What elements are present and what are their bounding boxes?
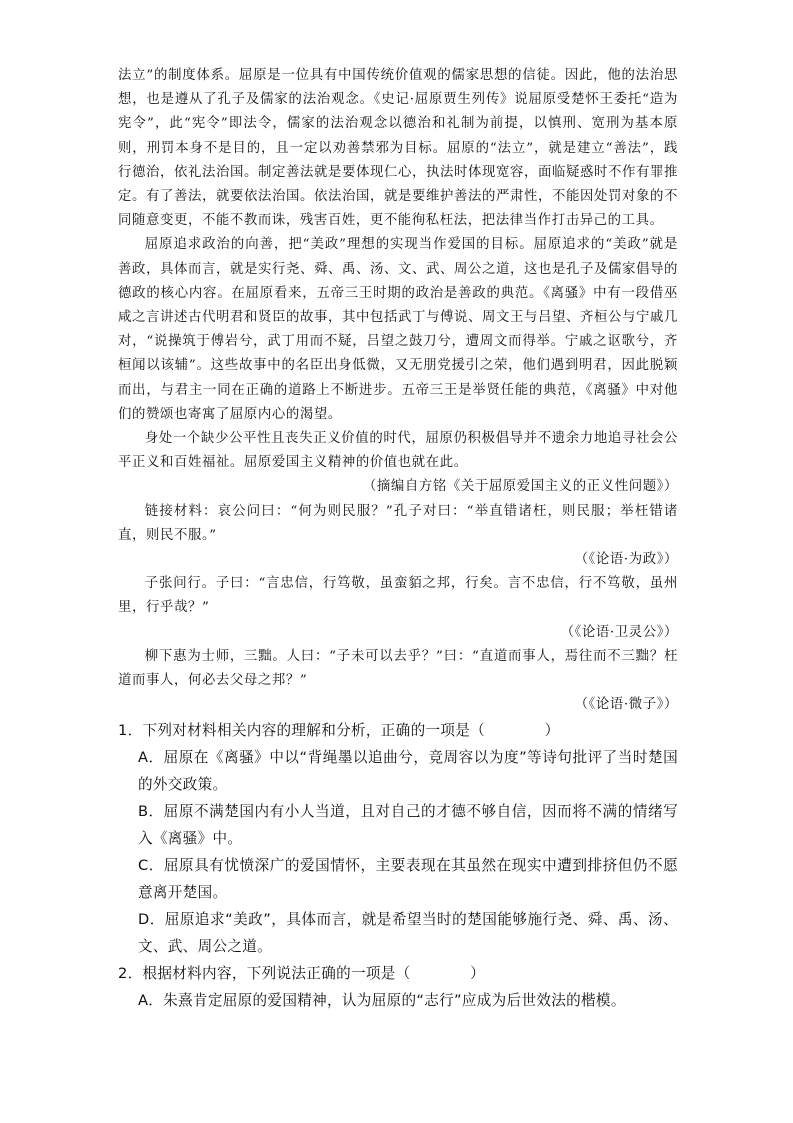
question-1-option-c: C．屈原具有忧愤深广的爱国情怀，主要表现在其虽然在现实中遭到排挤但仍不愿意离开楚国。 [138,857,678,902]
question-1-stem: 1．下列对材料相关内容的理解和分析，正确的一项是（ ） [118,722,560,740]
link-material-2: 子张问行。子曰：“言忠信，行笃敬，虽蛮貊之邦，行矣。言不忠信，行不笃敬，虽州里，行乎哉？” [118,576,678,616]
reading-passage [118,64,678,717]
questions-section [118,717,678,1014]
passage-source: （摘编自方铭《关于屈原爱国主义的正义性问题》） [362,479,678,495]
link-material-1: 链接材料：哀公问曰：“何为则民服？”孔子对曰：“举直错诸枉，则民服；举枉错诸直，则民不服。” [118,503,678,543]
question-2-option-a: A．朱熹肯定屈原的爱国精神，认为屈原的“志行”应成为后世效法的楷模。 [138,992,626,1010]
passage-paragraph-3: 身处一个缺少公平性且丧失正义价值的时代，屈原仍积极倡导并不遗余力地追寻社会公平正义和百姓福祉。屈原爱国主义精神的价值也就在此。 [118,431,678,471]
link-material-3: 柳下惠为士师，三黜。人曰：“子未可以去乎？”曰：“直道而事人，焉往而不三黜？枉道而事人，何必去父母之邦？” [118,648,678,689]
question-1-option-b: B．屈原不满楚国内有小人当道，且对自己的才德不够自信，因而将不满的情绪写入《离骚》中。 [138,803,678,848]
link-material-2-source: （《论语·卫灵公》） [560,624,678,640]
question-1-option-d: D．屈原追求“美政”，具体而言，就是希望当时的楚国能够施行尧、舜、禹、汤、文、武、周公之道。 [138,911,678,956]
link-material-1-source: （《论语·为政》） [574,552,678,568]
link-material-3-source: （《论语·微子》） [574,697,678,713]
document-content [118,64,678,1014]
passage-paragraph-2: 屈原追求政治的向善，把“美政”理想的实现当作爱国的目标。屈原追求的“美政”就是善政，具体而言，就是实行尧、舜、禹、汤、文、武、周公之道，这也是孔子及儒家倡导的德政的核心内容。在屈原看来，五帝三王时期的政治是善政的典范。《离骚》中有一段借巫咸之言讲述古代明君和贤臣的故事，其中包括武丁与傅说、周文王与吕望、齐桓公与宁戚几对，“说操筑于傅岩兮，武丁用而不疑，吕望之鼓刀兮，遭周文而得举。宁戚之讴歌兮，齐桓闻以该辅”。这些故事中的名臣出身低微，又无朋党援引之荣，他们遇到明君，因此脱颖而出，与君主一同在正确的道路上不断进步。五帝三王是举贤任能的典范，《离骚》中对他们的赞颂也寄寓了屈原内心的渴望。 [118,237,678,422]
passage-paragraph-1: 法立”的制度体系。屈原是一位具有中国传统价值观的儒家思想的信徒。因此，他的法治思想，也是遵从了孔子及儒家的法治观念。《史记·屈原贾生列传》说屈原受楚怀王委托“造为宪令”，此“宪令”即法令，儒家的法治观念以德治和礼制为前提，以慎刑、宽刑为基本原则，刑罚本身不是目的，且一定以劝善禁邪为目标。屈原的“法立”，就是建立“善法”，践行德治，依礼法治国。制定善法就是要体现仁心，执法时体现宽容，面临疑惑时不作有罪推定。有了善法，就要依法治国。依法治国，就是要维护善法的严肃性，不能因处罚对象的不同随意变更，不能不教而诛，残害百姓，更不能徇私枉法，把法律当作打击异己的工具。 [118,68,678,229]
question-1-option-a: A．屈原在《离骚》中以“背绳墨以追曲兮，竞周容以为度”等诗句批评了当时楚国的外交政策。 [138,749,678,794]
question-2-stem: 2．根据材料内容，下列说法正确的一项是（ ） [118,965,486,983]
